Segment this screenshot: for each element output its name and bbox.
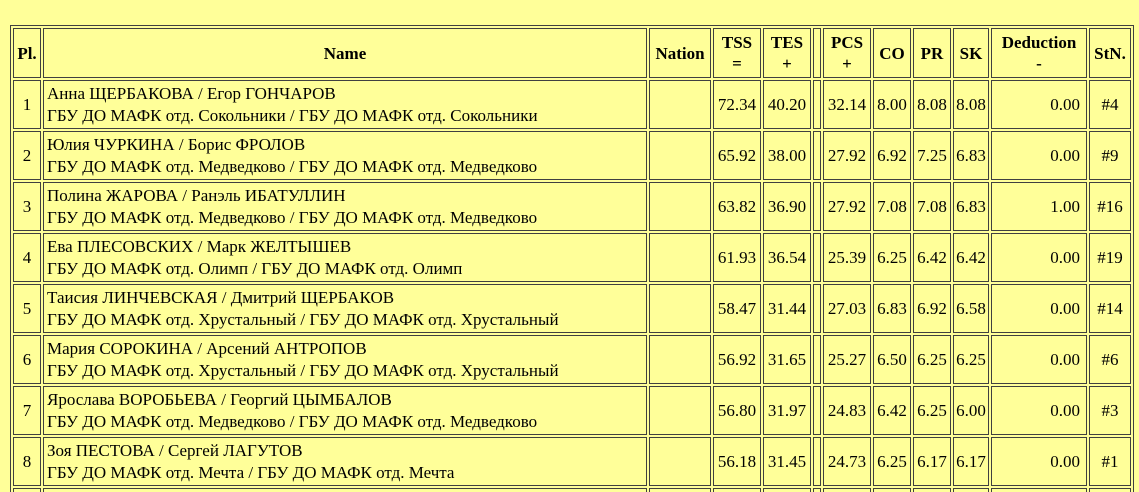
pcs-cell: 25.39: [823, 233, 871, 282]
rank-cell: [13, 488, 41, 492]
sk-cell: 6.83: [953, 131, 989, 180]
deduction-cell: 0.00: [991, 437, 1087, 486]
start-number-cell: [1089, 488, 1131, 492]
pcs-cell: 27.92: [823, 131, 871, 180]
co-cell: 7.08: [873, 182, 911, 231]
nation-cell: [649, 437, 711, 486]
tes-cell: 31.65: [763, 335, 811, 384]
deduction-cell: 0.00: [991, 284, 1087, 333]
pr-cell: 8.08: [913, 80, 951, 129]
result-row-8: [13, 437, 1131, 486]
tes-cell: 31.44: [763, 284, 811, 333]
name-cell: [43, 131, 647, 180]
deduction-cell: 0.00: [991, 80, 1087, 129]
name-cell: [43, 488, 647, 492]
rank-cell: 1: [13, 80, 41, 129]
spacer-cell: [813, 80, 821, 129]
col-header-tss: [713, 28, 761, 78]
sk-cell: 6.42: [953, 233, 989, 282]
col-header-stn: StN.: [1089, 28, 1131, 78]
co-cell: 6.83: [873, 284, 911, 333]
col-header-pcs: [823, 28, 871, 78]
col-header-deduction: [991, 28, 1087, 78]
pr-cell: 6.25: [913, 335, 951, 384]
nation-cell: [649, 80, 711, 129]
rank-cell: 4: [13, 233, 41, 282]
tss-cell: 56.92: [713, 335, 761, 384]
col-header-nation: Nation: [649, 28, 711, 78]
tss-cell: [713, 488, 761, 492]
col-header-deduction-sub: -: [1036, 54, 1042, 73]
rank-cell: 3: [13, 182, 41, 231]
start-number-cell: #1: [1089, 437, 1131, 486]
results-page: [0, 25, 1139, 492]
rank-cell: 5: [13, 284, 41, 333]
col-header-tss-label: TSS: [721, 33, 753, 52]
pr-cell: 7.08: [913, 182, 951, 231]
result-row-6: [13, 335, 1131, 384]
name-cell: [43, 335, 647, 384]
pr-cell: 6.92: [913, 284, 951, 333]
result-row-1: [13, 80, 1131, 129]
skater-names: Анна ЩЕРБАКОВА / Егор ГОНЧАРОВ: [47, 83, 336, 103]
sk-cell: 6.58: [953, 284, 989, 333]
club-names: ГБУ ДО МАФК отд. Сокольники / ГБУ ДО МАФК отд. Сокольники: [47, 105, 538, 125]
co-cell: 6.42: [873, 386, 911, 435]
results-table: [10, 25, 1134, 492]
club-names: ГБУ ДО МАФК отд. Олимп / ГБУ ДО МАФК отд. Олимп: [47, 258, 463, 278]
co-cell: 6.25: [873, 437, 911, 486]
start-number-cell: #19: [1089, 233, 1131, 282]
spacer-cell: [813, 488, 821, 492]
skater-names: Зоя ПЕСТОВА / Сергей ЛАГУТОВ: [47, 440, 303, 460]
tss-cell: 61.93: [713, 233, 761, 282]
co-cell: 6.92: [873, 131, 911, 180]
skater-names: Юлия ЧУРКИНА / Борис ФРОЛОВ: [47, 134, 306, 154]
spacer-cell: [813, 182, 821, 231]
pcs-cell: 24.73: [823, 437, 871, 486]
start-number-cell: #16: [1089, 182, 1131, 231]
col-header-tes: [763, 28, 811, 78]
tss-cell: 56.80: [713, 386, 761, 435]
result-row-3: [13, 182, 1131, 231]
pcs-cell: 25.27: [823, 335, 871, 384]
club-names: ГБУ ДО МАФК отд. Медведково / ГБУ ДО МАФК отд. Медведково: [47, 156, 538, 176]
sk-cell: 6.17: [953, 437, 989, 486]
result-row-2: [13, 131, 1131, 180]
sk-cell: 6.25: [953, 335, 989, 384]
header-row: [13, 28, 1131, 78]
clipped-next-row: [13, 488, 1131, 492]
name-cell: [43, 233, 647, 282]
tes-cell: 36.54: [763, 233, 811, 282]
rank-cell: 7: [13, 386, 41, 435]
col-header-sk: SK: [953, 28, 989, 78]
start-number-cell: #9: [1089, 131, 1131, 180]
pcs-cell: 32.14: [823, 80, 871, 129]
pr-cell: 7.25: [913, 131, 951, 180]
rank-cell: 2: [13, 131, 41, 180]
club-names: ГБУ ДО МАФК отд. Хрустальный / ГБУ ДО МАФК отд. Хрустальный: [47, 360, 559, 380]
pr-cell: 6.17: [913, 437, 951, 486]
start-number-cell: #6: [1089, 335, 1131, 384]
sk-cell: 6.00: [953, 386, 989, 435]
spacer-cell: [813, 335, 821, 384]
skater-names: Ярослава ВОРОБЬЕВА / Георгий ЦЫМБАЛОВ: [47, 389, 392, 409]
club-names: ГБУ ДО МАФК отд. Мечта / ГБУ ДО МАФК отд. Мечта: [47, 462, 455, 482]
pr-cell: [913, 488, 951, 492]
deduction-cell: 0.00: [991, 386, 1087, 435]
name-cell: [43, 386, 647, 435]
tss-cell: 65.92: [713, 131, 761, 180]
col-header-pl: Pl.: [13, 28, 41, 78]
results-header: [13, 28, 1131, 78]
tss-cell: 63.82: [713, 182, 761, 231]
tes-cell: 31.97: [763, 386, 811, 435]
tss-cell: 56.18: [713, 437, 761, 486]
nation-cell: [649, 182, 711, 231]
results-body: [13, 80, 1131, 492]
col-header-name: Name: [43, 28, 647, 78]
col-header-tss-sub: =: [732, 54, 742, 73]
skater-names: Ева ПЛЕСОВСКИХ / Марк ЖЕЛТЫШЕВ: [47, 236, 352, 256]
name-cell: [43, 80, 647, 129]
pcs-cell: 27.03: [823, 284, 871, 333]
pcs-cell: [823, 488, 871, 492]
col-header-tes-label: TES: [770, 33, 804, 52]
club-names: ГБУ ДО МАФК отд. Хрустальный / ГБУ ДО МАФК отд. Хрустальный: [47, 309, 559, 329]
deduction-cell: 0.00: [991, 131, 1087, 180]
co-cell: 8.00: [873, 80, 911, 129]
start-number-cell: #4: [1089, 80, 1131, 129]
tes-cell: 31.45: [763, 437, 811, 486]
start-number-cell: #14: [1089, 284, 1131, 333]
rank-cell: 8: [13, 437, 41, 486]
pcs-cell: 27.92: [823, 182, 871, 231]
deduction-cell: 0.00: [991, 335, 1087, 384]
name-cell: [43, 284, 647, 333]
spacer-cell: [813, 284, 821, 333]
club-names: ГБУ ДО МАФК отд. Медведково / ГБУ ДО МАФК отд. Медведково: [47, 207, 538, 227]
start-number-cell: #3: [1089, 386, 1131, 435]
col-header-pr: PR: [913, 28, 951, 78]
tss-cell: 58.47: [713, 284, 761, 333]
sk-cell: [953, 488, 989, 492]
pcs-cell: 24.83: [823, 386, 871, 435]
spacer-cell: [813, 131, 821, 180]
spacer-cell: [813, 386, 821, 435]
co-cell: [873, 488, 911, 492]
spacer-cell: [813, 437, 821, 486]
col-header-tes-sub: +: [782, 54, 792, 73]
sk-cell: 8.08: [953, 80, 989, 129]
club-names: ГБУ ДО МАФК отд. Медведково / ГБУ ДО МАФК отд. Медведково: [47, 411, 538, 431]
result-row-7: [13, 386, 1131, 435]
nation-cell: [649, 488, 711, 492]
nation-cell: [649, 131, 711, 180]
co-cell: 6.25: [873, 233, 911, 282]
pr-cell: 6.42: [913, 233, 951, 282]
col-header-deduction-label: Deduction: [1001, 33, 1077, 52]
col-header-co: CO: [873, 28, 911, 78]
co-cell: 6.50: [873, 335, 911, 384]
nation-cell: [649, 284, 711, 333]
col-header-pcs-label: PCS: [830, 33, 864, 52]
rank-cell: 6: [13, 335, 41, 384]
deduction-cell: [991, 488, 1087, 492]
name-cell: [43, 182, 647, 231]
deduction-cell: 0.00: [991, 233, 1087, 282]
tes-cell: [763, 488, 811, 492]
result-row-5: [13, 284, 1131, 333]
tes-cell: 40.20: [763, 80, 811, 129]
tss-cell: 72.34: [713, 80, 761, 129]
col-header-pcs-sub: +: [842, 54, 852, 73]
name-cell: [43, 437, 647, 486]
skater-names: Мария СОРОКИНА / Арсений АНТРОПОВ: [47, 338, 367, 358]
result-row-4: [13, 233, 1131, 282]
sk-cell: 6.83: [953, 182, 989, 231]
spacer-header-cell: [813, 28, 821, 78]
pr-cell: 6.25: [913, 386, 951, 435]
spacer-cell: [813, 233, 821, 282]
tes-cell: 38.00: [763, 131, 811, 180]
nation-cell: [649, 335, 711, 384]
deduction-cell: 1.00: [991, 182, 1087, 231]
skater-names: Полина ЖАРОВА / Ранэль ИБАТУЛЛИН: [47, 185, 346, 205]
skater-names: Таисия ЛИНЧЕВСКАЯ / Дмитрий ЩЕРБАКОВ: [47, 287, 395, 307]
nation-cell: [649, 386, 711, 435]
tes-cell: 36.90: [763, 182, 811, 231]
nation-cell: [649, 233, 711, 282]
